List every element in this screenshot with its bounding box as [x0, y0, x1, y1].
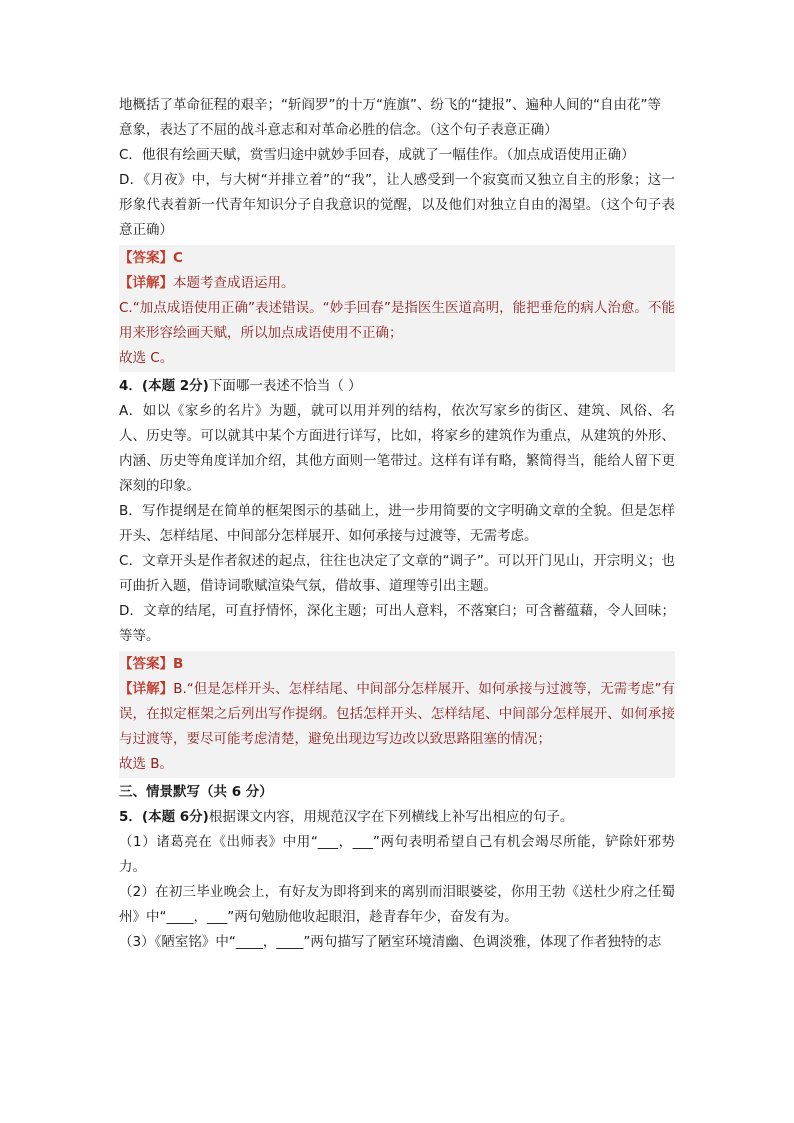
document-page — [119, 93, 675, 955]
detail-line — [119, 271, 675, 296]
detail-line — [119, 677, 675, 752]
question-5-stem — [119, 805, 675, 830]
option-c: C．他很有绘画天赋，赏雪归途中就妙手回春，成就了一幅佳作。（加点成语使用正确） — [119, 147, 635, 163]
detail-body: C.“加点成语使用正确”表述错误。“妙手回春”是指医生医道高明，能把垂危的病人治愈。不能用来形容绘画天赋，所以加点成语使用不正确； — [119, 300, 675, 341]
fill-item-3: （3）《陋室铭》中“____，____”两句描写了陋室环境清幽、色调淡雅，体现了作者独特的志 — [119, 934, 662, 950]
question-score: (本题 2分) — [141, 378, 209, 394]
answer-box-q3 — [119, 245, 675, 372]
detail-intro: 本题考查成语运用。 — [173, 275, 295, 291]
fill-item-1: （1）诸葛亮在《出师表》中用“___，___”两句表明希望自己有机会竭尽所能，铲除奸邪势力。 — [119, 834, 675, 875]
answer-line — [119, 652, 675, 677]
passage-line: 地概括了革命征程的艰辛；“斩阎罗”的十万“旌旗”、纷飞的“捷报”、遍种人间的“自由花”等 — [119, 97, 661, 113]
question-text: 根据课文内容，用规范汉字在下列横线上补写出相应的句子。 — [208, 809, 574, 825]
question-4-stem — [119, 374, 675, 399]
answer-tag: 【答案】 — [119, 250, 173, 266]
answer-value: B — [173, 656, 184, 672]
option-d: D．文章的结尾，可直抒情怀，深化主题；可出人意料，不落窠臼；可含蓄蕴藉，令人回味；等等。 — [119, 603, 675, 644]
question-number: 4． — [119, 378, 142, 394]
detail-tag: 【详解】 — [119, 275, 173, 291]
answer-line — [119, 246, 675, 271]
option-c: C．文章开头是作者叙述的起点，往往也决定了文章的“调子”。可以开门见山，开宗明义；也可曲折入题，借诗词歌赋渲染气氛，借故事、道理等引出主题。 — [119, 553, 675, 594]
question-score: (本题 6分) — [141, 809, 209, 825]
option-a: A．如以《家乡的名片》为题，就可以用并列的结构，依次写家乡的街区、建筑、风俗、名人、历史等。可以就其中某个方面进行详写，比如，将家乡的建筑作为重点，从建筑的外形、内涵、历史等角度详加介绍，其他方面则一笔带过。这样有详有略，繁简得当，能给人留下更深刻的印象。 — [119, 403, 675, 494]
passage-line: 意象，表达了不屈的战斗意志和对革命必胜的信念。（这个句子表意正确） — [119, 122, 558, 138]
answer-tag: 【答案】 — [119, 656, 173, 672]
question-text: 下面哪一表述不恰当（ ） — [208, 378, 362, 394]
fill-item-2: （2）在初三毕业晚会上，有好友为即将到来的离别而泪眼婆娑，你用王勃《送杜少府之任蜀州》中“____，___”两句勉励他收起眼泪，趁青春年少，奋发有为。 — [119, 884, 675, 925]
conclusion: 故选 B。 — [119, 756, 174, 772]
conclusion: 故选 C。 — [119, 350, 174, 366]
detail-tag: 【详解】 — [119, 681, 174, 697]
section-title: 三、情景默写（共 6 分） — [119, 784, 273, 800]
detail-body: B.“但是怎样开头、怎样结尾、中间部分怎样展开、如何承接与过渡等，无需考虑”有误，在拟定框架之后列出写作提纲。包括怎样开头、怎样结尾、中间部分怎样展开、如何承接与过渡等，要尽可能考虑清楚，避免出现边写边改以致思路阻塞的情况； — [119, 681, 676, 747]
answer-box-q4 — [119, 651, 675, 778]
option-d: D．《月夜》中，与大树“并排立着”的“我”，让人感受到一个寂寞而又独立自主的形象；这一形象代表着新一代青年知识分子自我意识的觉醒，以及他们对独立自由的渴望。（这个句子表意正确） — [119, 172, 675, 238]
option-b: B．写作提纲是在简单的框架图示的基础上，进一步用简要的文字明确文章的全貌。但是怎样开头、怎样结尾、中间部分怎样展开、如何承接与过渡等，无需考虑。 — [119, 503, 675, 544]
question-number: 5． — [119, 809, 142, 825]
answer-value: C — [173, 250, 183, 266]
